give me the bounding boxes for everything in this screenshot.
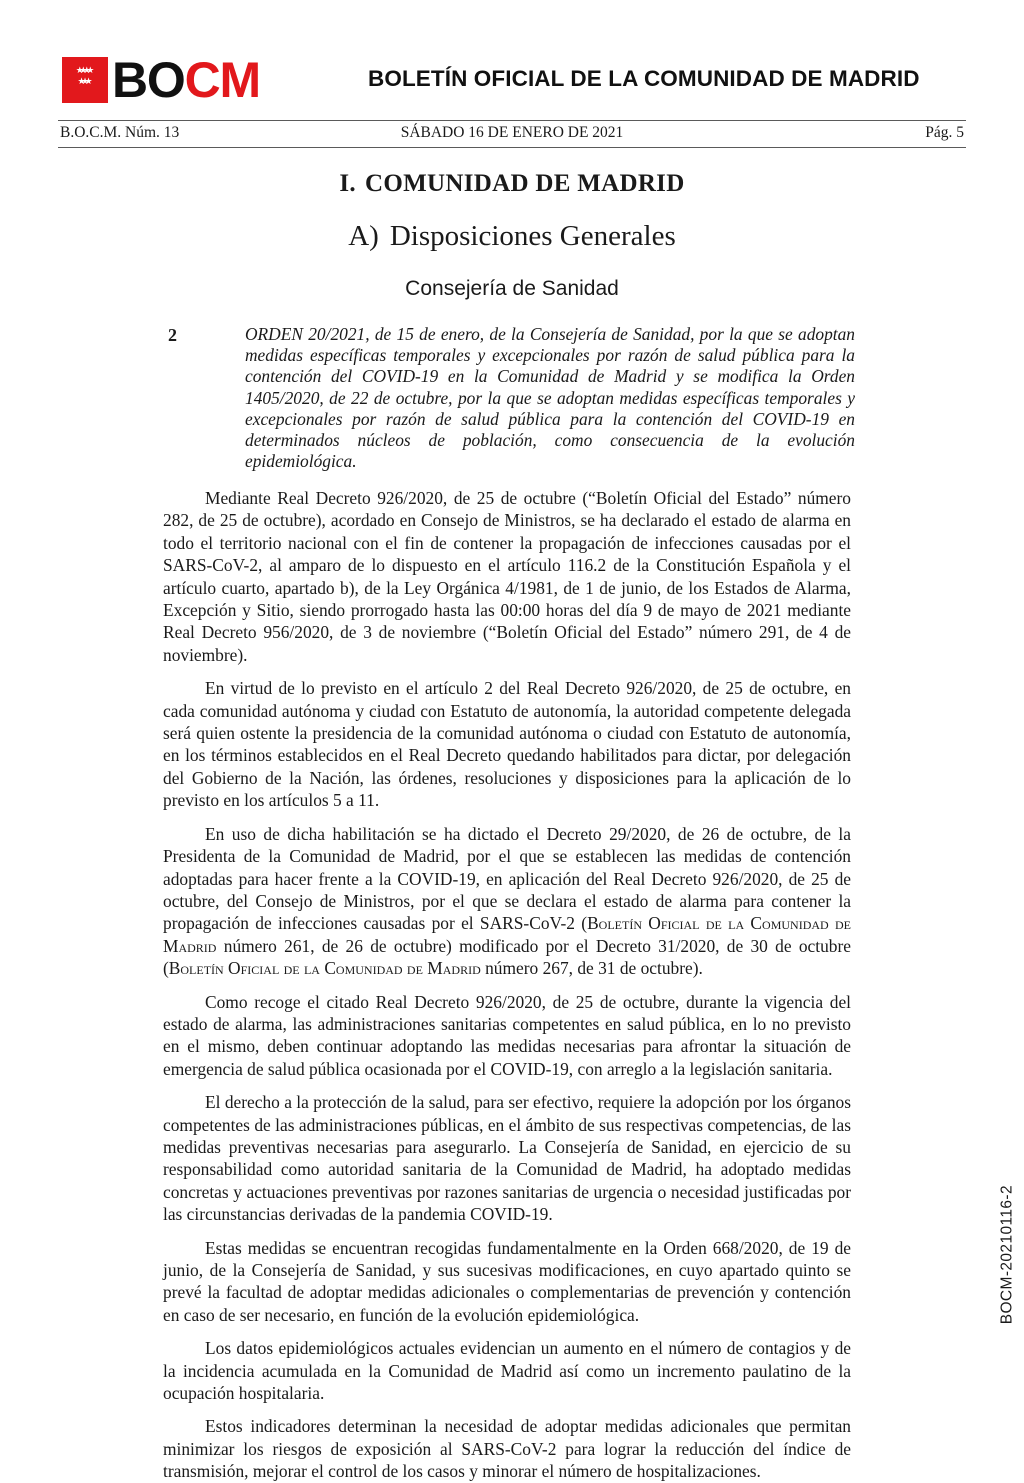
body-paragraph: En virtud de lo previsto en el artículo 2 del Real Decreto 926/2020, de 25 de octubre, en cada comunidad autónoma y ciudad con Estatuto de autonomía, la autoridad competente delegada será quien ostente la presidencia de la comunidad autónoma o ciudad con Estatuto de autonomía, en los términos establecidos en el Real Decreto quedando habilitados para dictar, por delegación del Gobierno de la Nación, las órdenes, resoluciones y disposiciones para la aplicación de lo previsto en los artículos 5 a 11. xyxy=(163,678,851,811)
wordmark-bo: BO xyxy=(112,52,185,108)
body-paragraph: Mediante Real Decreto 926/2020, de 25 de octubre (“Boletín Oficial del Estado” número 282, de 25 de octubre), acordado en Consejo de Ministros, se ha declarado el estado de alarma en todo el territorio nacional con el fin de contener la propagación de infecciones causadas por el SARS-CoV-2, al amparo de lo dispuesto en el artículo 116.2 de la Constitución Española y el artículo cuarto, apartado b), de la Ley Orgánica 4/1981, de 1 de junio, de los Estados de Alarma, Excepción y Sitio, siendo prorrogado hasta las 00:00 horas del día 9 de mayo de 2021 mediante Real Decreto 956/2020, de 3 de noviembre (“Boletín Oficial del Estado” número 291, de 4 de noviembre). xyxy=(163,488,851,665)
section-title: COMUNIDAD DE MADRID xyxy=(365,170,685,197)
paragraph-text-run: número 261, de 26 de octubre) modificado por el Decreto 31/2020, de 30 de octubre ( xyxy=(163,935,851,979)
body-paragraph: Los datos epidemiológicos actuales evidencian un aumento en el número de contagios y de la incidencia acumulada en la Comunidad de Madrid así como un incremento paulatino de la ocupación hospitalaria. xyxy=(163,1338,851,1404)
page-number: Pág. 5 xyxy=(925,124,964,141)
paragraph-text-run: número 267, de 31 de octubre). xyxy=(480,958,703,979)
body-paragraph: El derecho a la protección de la salud, para ser efectivo, requiere la adopción por los órganos competentes de las administraciones públicas, en el ámbito de sus respectivas competencias, de las medidas preventivas necesarias para asegurarlo. La Consejería de Sanidad, en ejercicio de su responsabilidad como autoridad sanitaria de la Comunidad de Madrid, ha adoptado medidas concretas y actuaciones preventivas por razones sanitarias de urgencia o necesidad justificadas por las circunstancias derivadas de la pandemia COVID-19. xyxy=(163,1092,851,1225)
publication-title: BOLETÍN OFICIAL DE LA COMUNIDAD DE MADRID xyxy=(368,66,920,91)
section-heading xyxy=(0,170,1024,198)
bocm-wordmark xyxy=(112,52,260,108)
order-item-number: 2 xyxy=(168,325,177,345)
madrid-flag-icon xyxy=(62,57,108,103)
document-side-code: BOCM-20210116-2 xyxy=(998,1185,1015,1325)
order-title-block xyxy=(163,324,855,472)
subsection-letter: A) xyxy=(348,220,379,252)
department-heading: Consejería de Sanidad xyxy=(405,277,619,300)
body-paragraph: Estas medidas se encuentran recogidas fundamentalmente en la Orden 668/2020, de 19 de junio, de la Consejería de Sanidad, y sus sucesivas modificaciones, en cuyo apartado quinto se prevé la facultad de adoptar medidas adicionales o complementarias de prevención y contención en caso de ser necesario, en función de la evolución epidemiológica. xyxy=(163,1237,851,1325)
body-paragraph: Como recoge el citado Real Decreto 926/2020, de 25 de octubre, durante la vigencia del estado de alarma, las administraciones sanitarias competentes en salud pública, en lo no previsto en el mismo, deben continuar adoptando las medidas necesarias para afrontar la situación de emergencia de salud pública ocasionada por el COVID-19, con arreglo a la legislación sanitaria. xyxy=(163,991,851,1079)
header-rule-top xyxy=(58,120,966,121)
header-rule-bottom xyxy=(58,147,966,148)
paragraph-text-run: En uso de dicha habilitación se ha dictado el Decreto 29/2020, de 26 de octubre, de la Presidenta de la Comunidad de Madrid, por el que se establecen las medidas de contención adoptadas para hacer frente a la COVID-19, en aplicación del Real Decreto 926/2020, de 25 de octubre, del Consejo de Ministros, por el que se declara el estado de alarma para contener la propagación de infecciones causadas por el SARS-CoV-2 ( xyxy=(163,823,851,934)
issue-number: B.O.C.M. Núm. 13 xyxy=(60,124,180,141)
subsection-title: Disposiciones Generales xyxy=(389,220,676,252)
wordmark-cm: CM xyxy=(184,52,260,108)
bocm-logo xyxy=(62,54,260,106)
publication-date: SÁBADO 16 DE ENERO DE 2021 xyxy=(400,124,624,141)
body-paragraph xyxy=(163,823,851,980)
running-head xyxy=(58,124,966,146)
publication-name-smallcaps: Boletín Oficial de la Comunidad de Madrid xyxy=(168,958,481,979)
order-title-text: ORDEN 20/2021, de 15 de enero, de la Consejería de Sanidad, por la que se adoptan medidas específicas temporales y excepcionales por razón de salud pública para la contención del COVID-19 en la Comunidad de Madrid y se modifica la Orden 1405/2020, de 22 de octubre, por la que se adoptan medidas específicas temporales y excepcionales por razón de salud pública para la contención del COVID-19 en determinados núcleos de población, como consecuencia de la evolución epidemiológica. xyxy=(245,324,855,472)
masthead xyxy=(0,0,1024,118)
body-paragraph: Estos indicadores determinan la necesidad de adoptar medidas adicionales que permitan minimizar los riesgos de exposición al SARS-CoV-2 para lograr la reducción del índice de transmisión, mejorar el control de los casos y minorar el número de hospitalizaciones. xyxy=(163,1416,851,1482)
subsection-heading xyxy=(0,220,1024,253)
publication-name-smallcaps: Boletín Oficial de la Comunidad de Madrid xyxy=(163,913,851,956)
body-column xyxy=(163,487,851,1483)
section-number: I. xyxy=(339,170,356,197)
